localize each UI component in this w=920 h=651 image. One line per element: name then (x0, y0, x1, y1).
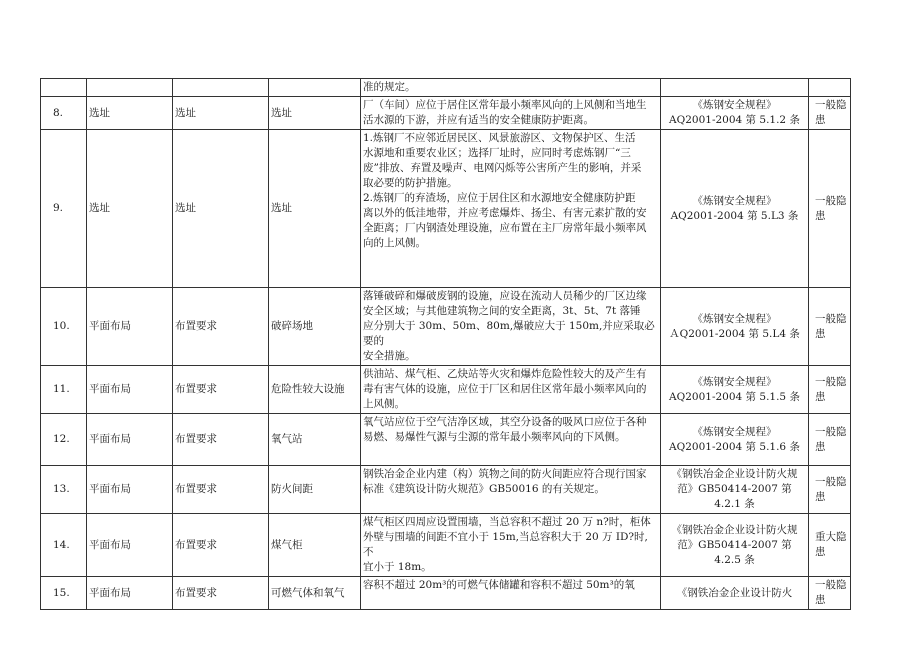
basis-line: AQ2001-2004 第 5.1.6 条 (669, 440, 800, 453)
requirement-line: 外壁与围墙的间距不宜小于 15m,当总容积大于 20 万 ID?时,不 (363, 531, 648, 558)
check-item-cell: 危险性较大设施 (269, 366, 361, 414)
category-primary-cell: 平面布局 (87, 514, 173, 577)
category-primary-cell: 选址 (87, 97, 173, 130)
requirement-line: 全距离；厂内钢渣处理设施，应布置在主厂房常年最小频率风 (363, 222, 647, 234)
hazard-level-cell: 一般隐患 (809, 97, 851, 130)
requirement-line: 向的上风侧。 (363, 237, 426, 249)
category-secondary-cell: 布置要求 (173, 288, 269, 366)
row-number-cell: 14. (41, 514, 87, 577)
requirement-cell (361, 514, 661, 577)
hazard-checklist-table (40, 78, 851, 610)
table-row (41, 79, 851, 97)
requirement-line: 1.炼钢厂不应邻近居民区、风景旅游区、文物保护区、生活 (363, 132, 636, 144)
basis-line: 4.2.5 条 (714, 553, 755, 566)
basis-line: 《钢铁冶金企业设计防火规 (671, 468, 798, 480)
requirement-line: 活水源的下游，并应有适当的安全健康防护距离。 (363, 114, 594, 126)
table-row (41, 97, 851, 130)
requirement-cell (361, 130, 661, 288)
basis-line: AQ2001-2004 第 5.1.5 条 (669, 390, 800, 403)
requirement-line: 水源地和重要农业区；选择厂址时，应同时考虑炼钢厂“三 (363, 147, 631, 159)
basis-line: 《炼钢安全规程》 (692, 194, 777, 207)
row-number-cell: 13. (41, 466, 87, 514)
requirement-line: 安全措施。 (363, 350, 416, 362)
row-number-cell: 15. (41, 577, 87, 610)
category-primary-cell: 平面布局 (87, 288, 173, 366)
category-secondary-cell: 选址 (173, 130, 269, 288)
hazard-level-cell: 一般隐患 (809, 466, 851, 514)
table-body (41, 79, 851, 610)
regulation-basis-cell (661, 79, 809, 97)
requirement-line: 上风侧。 (363, 398, 405, 410)
requirement-cell (361, 577, 661, 610)
requirement-line: 安全区域；与其他建筑物之间的安全距离，3t、5t、7t 落锤 (363, 305, 641, 317)
basis-line: 范》GB50414-2007 第 (677, 538, 792, 551)
requirement-line: 煤气柜区四周应设置围墙，当总容积不超过 20 万 n?时，柜体 (363, 516, 651, 528)
requirement-line: 厂（车间）应位于居住区常年最小频率风向的上风侧和当地生 (363, 99, 647, 111)
basis-line: 范》GB50414-2007 第 (677, 483, 792, 495)
requirement-line: 宜小于 18m。 (363, 561, 432, 573)
requirement-line: 取必要的防护措施。 (363, 177, 458, 189)
check-item-cell: 防火间距 (269, 466, 361, 514)
basis-line: ＡQ2001-2004 第 5.L4 条 (669, 327, 800, 340)
requirement-line: 离以外的低洼地带，并应考虑爆炸、扬尘、有害元素扩散的安 (363, 207, 647, 219)
row-number-cell: 12. (41, 414, 87, 466)
basis-line: AQ2001-2004 第 5.1.2 条 (669, 114, 800, 126)
regulation-basis-cell (661, 466, 809, 514)
category-secondary-cell: 布置要求 (173, 514, 269, 577)
table-row (41, 414, 851, 466)
requirement-line: 落锤破碎和爆破废钢的设施，应设在流动人员稀少的厂区边缘 (363, 290, 647, 302)
category-primary-cell: 平面布局 (87, 466, 173, 514)
category-primary-cell: 选址 (87, 130, 173, 288)
hazard-level-cell (809, 79, 851, 97)
requirement-line: 2.炼钢厂的弃渣场，应位于居住区和水源地安全健康防护距 (363, 192, 636, 204)
category-primary-cell: 平面布局 (87, 366, 173, 414)
category-secondary-cell (173, 79, 269, 97)
category-primary-cell: 平面布局 (87, 414, 173, 466)
table-row (41, 466, 851, 514)
requirement-line: 准的规定。 (363, 81, 416, 93)
hazard-level-cell: 一般隐患 (809, 577, 851, 610)
requirement-line: 容积不超过 20m³的可燃气体储罐和容积不超过 50m³的氧 (363, 579, 635, 591)
requirement-line: 供油站、煤气柜、乙炔站等火灾和爆炸危险性较大的及产生有 (363, 368, 647, 380)
requirement-cell (361, 366, 661, 414)
category-primary-cell (87, 79, 173, 97)
check-item-cell: 煤气柜 (269, 514, 361, 577)
table-row (41, 130, 851, 288)
check-item-cell (269, 79, 361, 97)
requirement-line: 标准《建筑设计防火规范》GB50016 的有关规定。 (363, 483, 605, 495)
table-row (41, 288, 851, 366)
requirement-cell (361, 414, 661, 466)
requirement-cell (361, 288, 661, 366)
check-item-cell: 氧气站 (269, 414, 361, 466)
regulation-basis-cell (661, 130, 809, 288)
requirement-cell (361, 79, 661, 97)
row-number-cell: 9. (41, 130, 87, 288)
requirement-line: 易燃、易爆性气源与尘源的常年最小频率风向的下风侧。 (363, 431, 626, 443)
requirement-cell (361, 466, 661, 514)
basis-line: 《炼钢安全规程》 (692, 312, 777, 325)
row-number-cell (41, 79, 87, 97)
basis-line: 《炼钢安全规程》 (692, 375, 777, 388)
basis-line: AQ2001-2004 第 5.L3 条 (670, 209, 799, 222)
regulation-basis-cell (661, 366, 809, 414)
basis-line: 4.2.1 条 (714, 498, 755, 510)
hazard-level-cell: 一般隐患 (809, 288, 851, 366)
category-secondary-cell: 布置要求 (173, 414, 269, 466)
regulation-basis-cell (661, 288, 809, 366)
category-secondary-cell: 选址 (173, 97, 269, 130)
hazard-level-cell: 一般隐患 (809, 366, 851, 414)
requirement-line: 氧气站应位于空气洁净区域，其空分设备的吸风口应位于各种 (363, 416, 647, 428)
table-row (41, 366, 851, 414)
check-item-cell: 破碎场地 (269, 288, 361, 366)
category-secondary-cell: 布置要求 (173, 366, 269, 414)
requirement-line: 废”排放、弃置及噪声、电网闪烁等公害所产生的影响，并采 (363, 162, 642, 174)
hazard-level-cell: 一般隐患 (809, 414, 851, 466)
regulation-basis-cell (661, 97, 809, 130)
basis-line: 《钢铁冶金企业设计防火 (676, 586, 793, 599)
requirement-cell (361, 97, 661, 130)
row-number-cell: 10. (41, 288, 87, 366)
check-item-cell: 选址 (269, 130, 361, 288)
check-item-cell: 可燃气体和氧气 (269, 577, 361, 610)
row-number-cell: 8. (41, 97, 87, 130)
check-item-cell: 选址 (269, 97, 361, 130)
category-secondary-cell: 布置要求 (173, 577, 269, 610)
category-secondary-cell: 布置要求 (173, 466, 269, 514)
regulation-basis-cell (661, 414, 809, 466)
hazard-level-cell: 一般隐患 (809, 130, 851, 288)
row-number-cell: 11. (41, 366, 87, 414)
hazard-level-cell: 重大隐患 (809, 514, 851, 577)
basis-line: 《钢铁冶金企业设计防火规 (671, 523, 798, 536)
table-row (41, 577, 851, 610)
category-primary-cell: 平面布局 (87, 577, 173, 610)
table-row (41, 514, 851, 577)
regulation-basis-cell (661, 577, 809, 610)
requirement-line: 钢铁冶金企业内建（构）筑物之间的防火间距应符合现行国家 (363, 468, 647, 480)
regulation-basis-cell (661, 514, 809, 577)
basis-line: 《炼钢安全规程》 (692, 425, 777, 438)
requirement-line: 应分别大于 30m、50m、80m,爆破应大于 150m,并应采取必要的 (363, 320, 655, 347)
requirement-line: 毒有害气体的设施，应位于厂区和居住区常年最小频率风向的 (363, 383, 647, 395)
basis-line: 《炼钢安全规程》 (692, 99, 777, 111)
